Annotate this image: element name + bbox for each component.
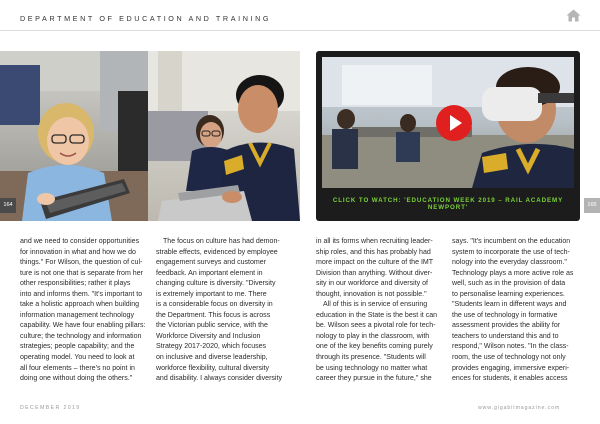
- video-caption-link[interactable]: CLICK TO WATCH: 'EDUCATION WEEK 2019 – RAIL ACADEMY NEWPORT': [332, 197, 564, 211]
- video-panel[interactable]: [316, 51, 580, 221]
- page-number-right: 165: [584, 198, 600, 213]
- section-title: DEPARTMENT OF EDUCATION AND TRAINING: [20, 14, 272, 23]
- home-icon[interactable]: [566, 9, 581, 22]
- text-column-2: The focus on culture has had demon- strable effects, evidenced by employee engagement surveys and customer feedback. An important element in changing culture is diversity. "Diversity is extremely important to me. There is a considerable focus on diversity in the Department. This focus is across the Victorian public service, with the Workforce Diversity and Inclusion Strategy 2017-2020, which focuses on inclusive and diverse leadership, workforce flexibility, cultural diversity and disability. I always consider diversity: [156, 238, 282, 383]
- photo-two-students: [148, 51, 300, 221]
- text-column-3: in all its forms when recruiting leader- ship roles, and this has probably had more impact on the culture of the IMT Division than anything. Without diver- sity in our workforce and diversity of thought, innovation is not possible." All of this is in service of ensuring education in the State is the best it can be. Wilson sees a pivotal role for tech- nology to play in the classroom, with one of the key benefits coming purely through its presence. "Students will be using technology no matter what career they pursue in the future," she: [316, 238, 438, 383]
- footer-website-link[interactable]: www.gigabitmagazine.com: [478, 405, 561, 411]
- video-thumbnail[interactable]: [322, 57, 574, 188]
- photo-student-girl: [0, 51, 152, 221]
- footer-date: DECEMBER 2019: [20, 405, 81, 411]
- play-icon[interactable]: [435, 104, 473, 142]
- page-number-left: 164: [0, 198, 16, 213]
- text-column-4: says. "It's incumbent on the education system to incorporate the use of tech- nology into the everyday classroom." Technology plays a more active role as well, such as in the provision of data to personalise learning experiences. "Students learn in different ways and the use of technology in formative assessment provides the ability for teachers to understand this and to respond," Wilson notes. "In the class- room, the use of technology not only provides engaging, immersive experi- ences for students, it enables access: [452, 238, 574, 383]
- header-divider: [0, 30, 600, 31]
- text-column-1: and we need to consider opportunities for innovation in what and how we do things." For Wilson, the question of cul- ture is not one that is separate from her other responsibilities; rather it plays into and informs them. "It's important to take a holistic approach when building information management technology capability. We have four enabling pillars: culture; the technology and information strategies; people capability; and the operating model. You need to look at all four elements – there's no point in doing one without doing the others.": [20, 238, 146, 383]
